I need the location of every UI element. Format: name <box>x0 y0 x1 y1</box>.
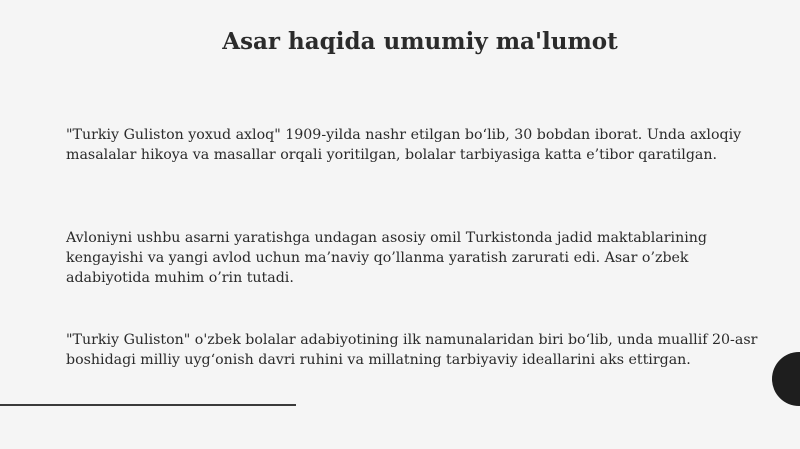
slide-title: Asar haqida umumiy ma'lumot <box>222 28 618 55</box>
paragraph-publication-info: "Turkiy Guliston yoxud axloq" 1909-yilda nashr etilgan bo‘lib, 30 bobdan iborat. Unda axloqiy masalalar hikoya va masallar orqali yoritilgan, bolalar tarbiyasiga katta e’tibor qaratilgan. <box>66 127 742 163</box>
decorative-divider <box>0 404 296 406</box>
paragraph-motivation: Avloniyni ushbu asarni yaratishga undagan asosiy omil Turkistonda jadid maktablarining kengayishi va yangi avlod uchun ma’naviy qo’llanma yaratish zarurati edi. Asar o’zbek adabiyotida muhim o’rin tutadi. <box>66 230 707 286</box>
paragraph-significance: "Turkiy Guliston" o'zbek bolalar adabiyotining ilk namunalaridan biri bo‘lib, unda muallif 20-asr boshidagi milliy uyg‘onish davri ruhini va millatning tarbiyaviy ideallarini aks ettirgan. <box>66 332 758 368</box>
decorative-circle <box>772 352 800 406</box>
